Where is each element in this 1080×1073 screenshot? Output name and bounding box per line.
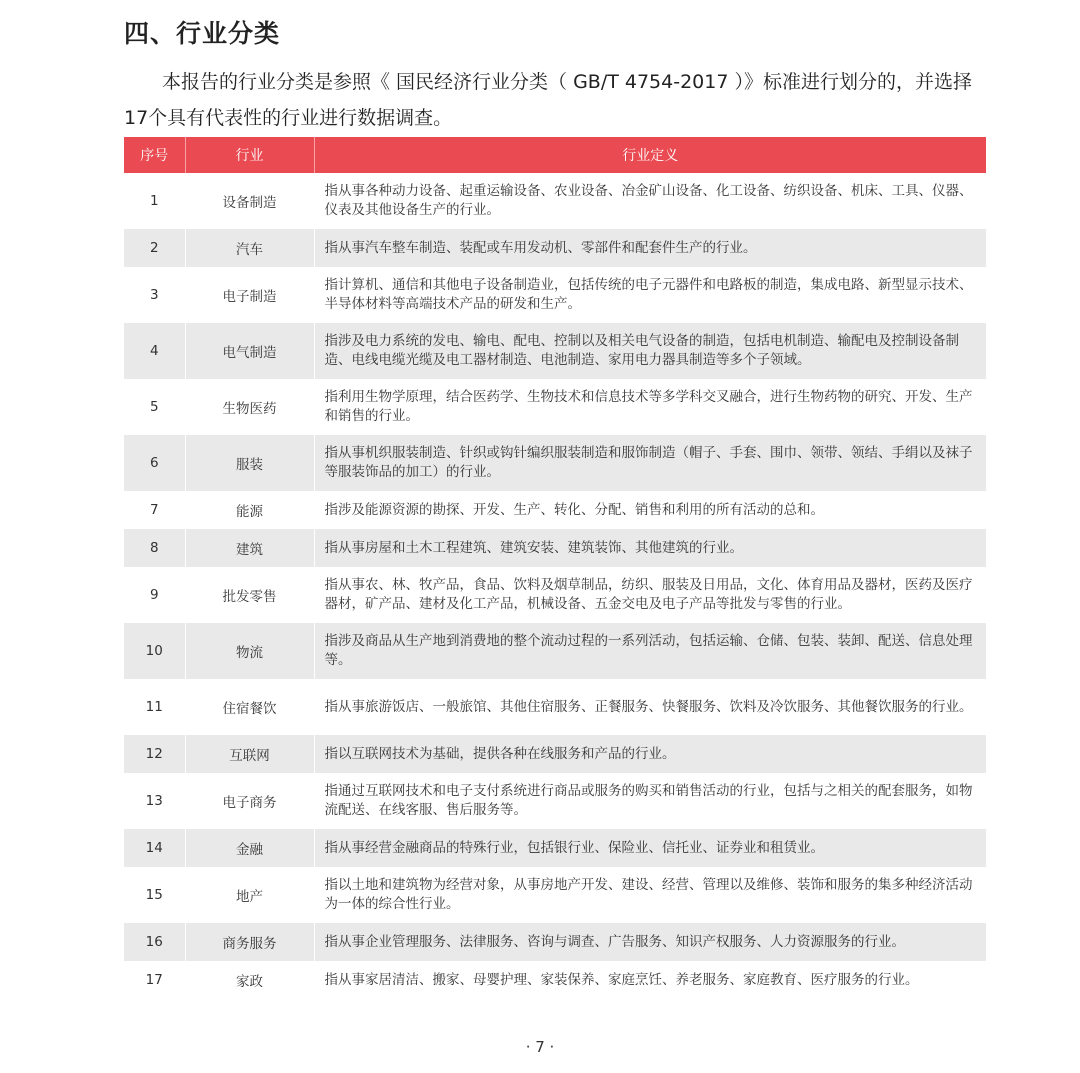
row-definition: 指以互联网技术为基础，提供各种在线服务和产品的行业。: [314, 735, 986, 773]
row-industry: 生物医药: [185, 379, 314, 435]
row-industry: 互联网: [185, 735, 314, 773]
row-definition: 指计算机、通信和其他电子设备制造业，包括传统的电子元器件和电路板的制造，集成电路、新型显示技术、半导体材料等高端技术产品的研发和生产。: [314, 267, 986, 323]
row-definition: 指从事各种动力设备、起重运输设备、农业设备、冶金矿山设备、化工设备、纺织设备、机床、工具、仪器、仪表及其他设备生产的行业。: [314, 173, 986, 229]
row-no: 14: [124, 829, 185, 867]
row-definition: 指从事房屋和土木工程建筑、建筑安装、建筑装饰、其他建筑的行业。: [314, 529, 986, 567]
row-no: 13: [124, 773, 185, 829]
row-industry: 金融: [185, 829, 314, 867]
row-industry: 批发零售: [185, 567, 314, 623]
row-definition: 指从事农、林、牧产品，食品、饮料及烟草制品，纺织、服装及日用品，文化、体育用品及器材，医药及医疗器材，矿产品、建材及化工产品，机械设备、五金交电及电子产品等批发与零售的行业。: [314, 567, 986, 623]
row-definition: 指从事机织服装制造、针织或钩针编织服装制造和服饰制造（帽子、手套、围巾、领带、领结、手绢以及袜子等服装饰品的加工）的行业。: [314, 435, 986, 491]
row-industry: 服装: [185, 435, 314, 491]
row-no: 7: [124, 491, 185, 529]
row-no: 3: [124, 267, 185, 323]
row-definition: 指从事汽车整车制造、装配或车用发动机、零部件和配套件生产的行业。: [314, 229, 986, 267]
table-row: [124, 379, 986, 435]
row-definition: 指涉及商品从生产地到消费地的整个流动过程的一系列活动，包括运输、仓储、包装、装卸、配送、信息处理等。: [314, 623, 986, 679]
row-industry: 地产: [185, 867, 314, 923]
header-no: 序号: [124, 137, 185, 173]
table-row: [124, 491, 986, 529]
row-definition: 指涉及电力系统的发电、输电、配电、控制以及相关电气设备的制造，包括电机制造、输配电及控制设备制造、电线电缆光缆及电工器材制造、电池制造、家用电力器具制造等多个子领域。: [314, 323, 986, 379]
table-row: [124, 773, 986, 829]
table-row: [124, 829, 986, 867]
row-definition: 指通过互联网技术和电子支付系统进行商品或服务的购买和销售活动的行业，包括与之相关的配套服务，如物流配送、在线客服、售后服务等。: [314, 773, 986, 829]
row-definition: 指从事旅游饭店、一般旅馆、其他住宿服务、正餐服务、快餐服务、饮料及冷饮服务、其他餐饮服务的行业。: [314, 679, 986, 735]
table-row: [124, 173, 986, 229]
row-industry: 能源: [185, 491, 314, 529]
row-industry: 物流: [185, 623, 314, 679]
row-definition: 指从事经营金融商品的特殊行业，包括银行业、保险业、信托业、证券业和租赁业。: [314, 829, 986, 867]
table-row: [124, 623, 986, 679]
section-heading: 四、行业分类: [124, 19, 281, 48]
table-row: [124, 267, 986, 323]
row-no: 2: [124, 229, 185, 267]
row-no: 4: [124, 323, 185, 379]
row-industry: 电气制造: [185, 323, 314, 379]
intro-paragraph: 本报告的行业分类是参照《 国民经济行业分类（ GB/T 4754-2017 ）》标准进行划分的，并选择17个具有代表性的行业进行数据调查。: [124, 71, 972, 129]
table-row: [124, 867, 986, 923]
table-row: [124, 923, 986, 961]
row-no: 8: [124, 529, 185, 567]
table-row: [124, 435, 986, 491]
row-industry: 家政: [185, 961, 314, 999]
row-no: 16: [124, 923, 185, 961]
table-row: [124, 567, 986, 623]
row-industry: 电子商务: [185, 773, 314, 829]
row-no: 6: [124, 435, 185, 491]
table-header-row: [124, 137, 986, 173]
row-no: 9: [124, 567, 185, 623]
row-definition: 指利用生物学原理，结合医药学、生物技术和信息技术等多学科交叉融合，进行生物药物的研究、开发、生产和销售的行业。: [314, 379, 986, 435]
table-row: [124, 735, 986, 773]
row-industry: 商务服务: [185, 923, 314, 961]
row-no: 11: [124, 679, 185, 735]
table-row: [124, 323, 986, 379]
row-no: 1: [124, 173, 185, 229]
table-row: [124, 229, 986, 267]
header-definition: 行业定义: [314, 137, 986, 173]
table-row: [124, 961, 986, 999]
row-industry: 汽车: [185, 229, 314, 267]
row-industry: 设备制造: [185, 173, 314, 229]
table-row: [124, 679, 986, 735]
row-definition: 指涉及能源资源的勘探、开发、生产、转化、分配、销售和利用的所有活动的总和。: [314, 491, 986, 529]
row-industry: 建筑: [185, 529, 314, 567]
row-no: 17: [124, 961, 185, 999]
table-row: [124, 529, 986, 567]
row-definition: 指从事家居清洁、搬家、母婴护理、家装保养、家庭烹饪、养老服务、家庭教育、医疗服务的行业。: [314, 961, 986, 999]
row-no: 12: [124, 735, 185, 773]
row-no: 5: [124, 379, 185, 435]
row-no: 15: [124, 867, 185, 923]
row-industry: 电子制造: [185, 267, 314, 323]
row-definition: 指从事企业管理服务、法律服务、咨询与调查、广告服务、知识产权服务、人力资源服务的行业。: [314, 923, 986, 961]
row-industry: 住宿餐饮: [185, 679, 314, 735]
row-definition: 指以土地和建筑物为经营对象，从事房地产开发、建设、经营、管理以及维修、装饰和服务的集多种经济活动为一体的综合性行业。: [314, 867, 986, 923]
industry-table: [124, 137, 986, 999]
row-no: 10: [124, 623, 185, 679]
page-number: · 7 ·: [525, 1038, 555, 1056]
header-industry: 行业: [185, 137, 314, 173]
